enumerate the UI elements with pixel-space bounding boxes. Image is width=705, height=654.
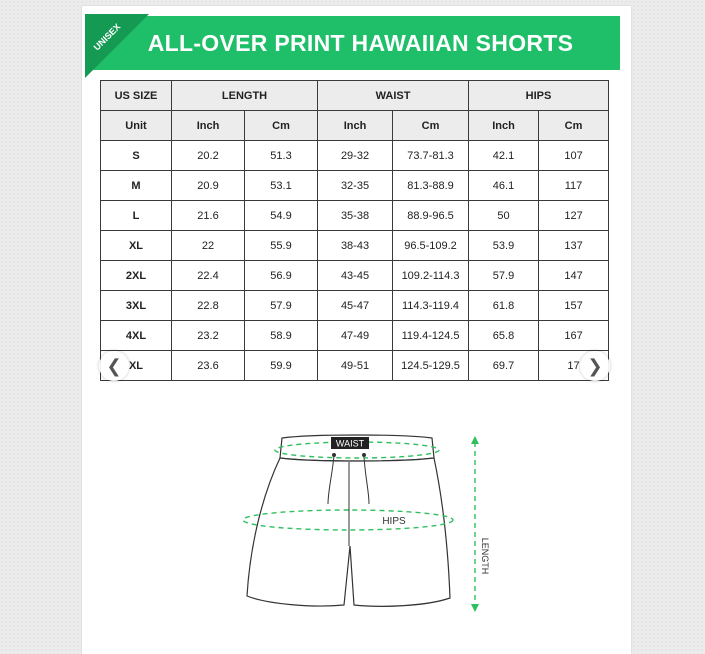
table-cell: 58.9: [245, 321, 318, 351]
table-cell: 55.9: [245, 231, 318, 261]
table-cell: 157: [539, 291, 609, 321]
next-image-button[interactable]: [580, 351, 610, 381]
table-cell: 22: [172, 231, 245, 261]
size-cell: S: [101, 141, 172, 171]
unit-length-cm: Cm: [245, 111, 318, 141]
page-title: ALL-OVER PRINT HAWAIIAN SHORTS: [147, 30, 574, 56]
header-waist: WAIST: [318, 81, 469, 111]
table-cell: 54.9: [245, 201, 318, 231]
table-cell: 51.3: [245, 141, 318, 171]
table-cell: 21.6: [172, 201, 245, 231]
table-cell: 42.1: [469, 141, 539, 171]
table-cell: 17: [539, 351, 609, 381]
eyelet-right: [362, 453, 366, 457]
unit-hips-inch: Inch: [469, 111, 539, 141]
shorts-diagram: [82, 6, 631, 648]
table-cell: 53.9: [469, 231, 539, 261]
unit-hips-cm: Cm: [539, 111, 609, 141]
table-cell: 167: [539, 321, 609, 351]
table-cell: 59.9: [245, 351, 318, 381]
table-cell: 109.2-114.3: [393, 261, 469, 291]
waist-label: WAIST: [335, 438, 365, 449]
table-cell: 73.7-81.3: [393, 141, 469, 171]
table-cell: 47-49: [318, 321, 393, 351]
chevron-left-icon: ❮: [106, 355, 122, 376]
table-cell: 49-51: [318, 351, 393, 381]
chevron-right-icon: ❯: [587, 355, 603, 376]
table-cell: 119.4-124.5: [393, 321, 469, 351]
product-image-card: [82, 6, 631, 654]
table-cell: 137: [539, 231, 609, 261]
table-cell: 57.9: [469, 261, 539, 291]
table-cell: 35-38: [318, 201, 393, 231]
unit-length-inch: Inch: [172, 111, 245, 141]
table-cell: 56.9: [245, 261, 318, 291]
table-cell: 147: [539, 261, 609, 291]
table-cell: 81.3-88.9: [393, 171, 469, 201]
table-cell: 45-47: [318, 291, 393, 321]
prev-image-button[interactable]: [99, 351, 129, 381]
header-hips: HIPS: [469, 81, 609, 111]
table-cell: 127: [539, 201, 609, 231]
table-cell: 96.5-109.2: [393, 231, 469, 261]
size-cell: 2XL: [101, 261, 172, 291]
length-arrow-top: [471, 436, 479, 444]
header-length: LENGTH: [172, 81, 318, 111]
table-cell: 50: [469, 201, 539, 231]
table-cell: 61.8: [469, 291, 539, 321]
table-cell: 20.9: [172, 171, 245, 201]
ribbon-label: UNISEX: [91, 21, 123, 53]
size-cell: L: [101, 201, 172, 231]
size-cell: 3XL: [101, 291, 172, 321]
table-cell: 53.1: [245, 171, 318, 201]
size-cell: 4XL: [101, 321, 172, 351]
table-cell: 23.6: [172, 351, 245, 381]
table-cell: 65.8: [469, 321, 539, 351]
table-cell: 38-43: [318, 231, 393, 261]
size-cell: M: [101, 171, 172, 201]
table-cell: 43-45: [318, 261, 393, 291]
table-cell: 22.8: [172, 291, 245, 321]
size-cell: XL: [101, 231, 172, 261]
table-cell: 124.5-129.5: [393, 351, 469, 381]
table-cell: 117: [539, 171, 609, 201]
unit-waist-cm: Cm: [393, 111, 469, 141]
unit-waist-inch: Inch: [318, 111, 393, 141]
table-cell: 20.2: [172, 141, 245, 171]
table-cell: 32-35: [318, 171, 393, 201]
table-cell: 57.9: [245, 291, 318, 321]
length-label: LENGTH: [480, 537, 490, 575]
header-us-size: US SIZE: [101, 81, 172, 111]
eyelet-left: [332, 453, 336, 457]
length-arrow-bottom: [471, 604, 479, 612]
table-cell: 22.4: [172, 261, 245, 291]
table-cell: 88.9-96.5: [393, 201, 469, 231]
table-cell: 114.3-119.4: [393, 291, 469, 321]
table-cell: 29-32: [318, 141, 393, 171]
table-cell: 107: [539, 141, 609, 171]
unit-label: Unit: [101, 111, 172, 141]
size-cell: XL: [101, 351, 172, 381]
table-cell: 23.2: [172, 321, 245, 351]
table-cell: 69.7: [469, 351, 539, 381]
table-cell: 46.1: [469, 171, 539, 201]
hips-label: HIPS: [382, 516, 406, 527]
